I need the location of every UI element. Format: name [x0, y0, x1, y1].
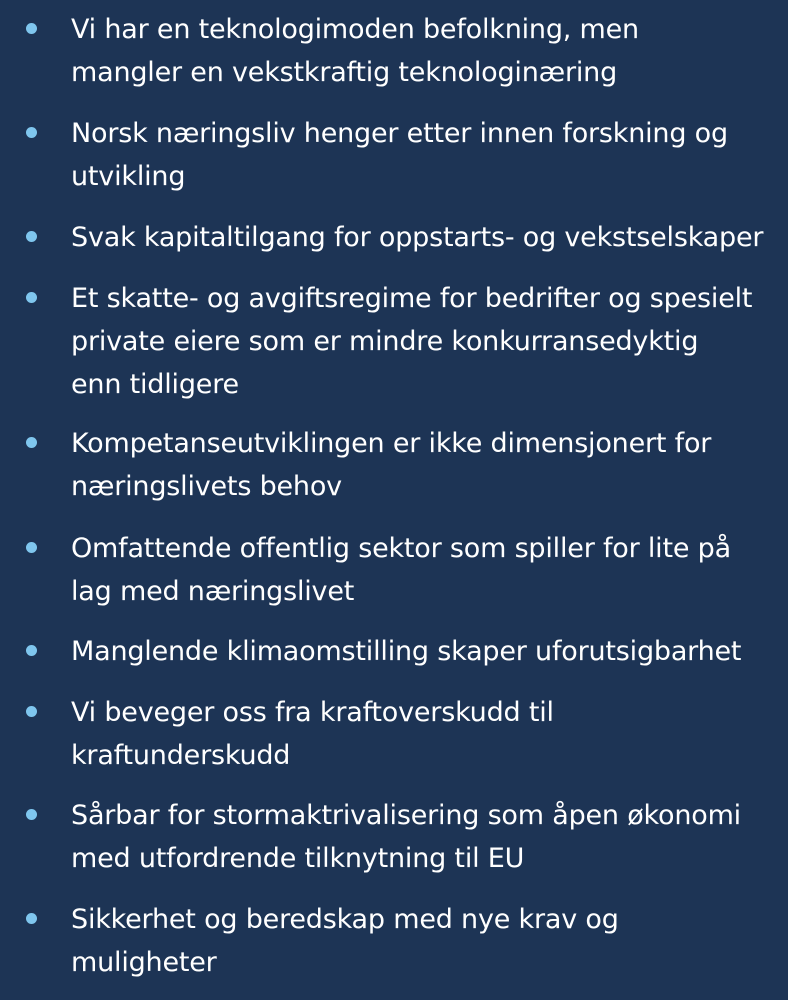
bullet-icon	[26, 292, 37, 303]
bullet-icon	[26, 706, 37, 717]
bullet-icon	[26, 23, 37, 34]
list-item-text: Sikkerhet og beredskap med nye krav og muligheter	[71, 904, 619, 978]
list-item-text: Sårbar for stormaktrivalisering som åpen økonomi med utfordrende tilknytning til EU	[71, 800, 741, 874]
list-item-text: Et skatte- og avgiftsregime for bedrifter og spesielt private eiere som er mindre konkurransedyktig enn tidligere	[71, 283, 753, 400]
list-item-text: Kompetanseutviklingen er ikke dimensjonert for næringslivets behov	[71, 428, 712, 502]
bullet-icon	[26, 127, 37, 138]
bullet-icon	[26, 542, 37, 553]
list-item-text: Manglende klimaomstilling skaper uforutsigbarhet	[71, 636, 742, 667]
bullet-icon	[26, 437, 37, 448]
list-item-text: Norsk næringsliv henger etter innen forskning og utvikling	[71, 118, 728, 192]
list-item-text: Vi har en teknologimoden befolkning, men mangler en vekstkraftig teknologinæring	[71, 14, 639, 88]
bullet-icon	[26, 645, 37, 656]
list-item-text: Vi beveger oss fra kraftoverskudd til kraftunderskudd	[71, 697, 554, 771]
bullet-icon	[26, 231, 37, 242]
bullet-icon	[26, 913, 37, 924]
list-item-text: Svak kapitaltilgang for oppstarts- og vekstselskaper	[71, 222, 764, 253]
bullet-icon	[26, 809, 37, 820]
list-item-text: Omfattende offentlig sektor som spiller for lite på lag med næringslivet	[71, 533, 731, 607]
